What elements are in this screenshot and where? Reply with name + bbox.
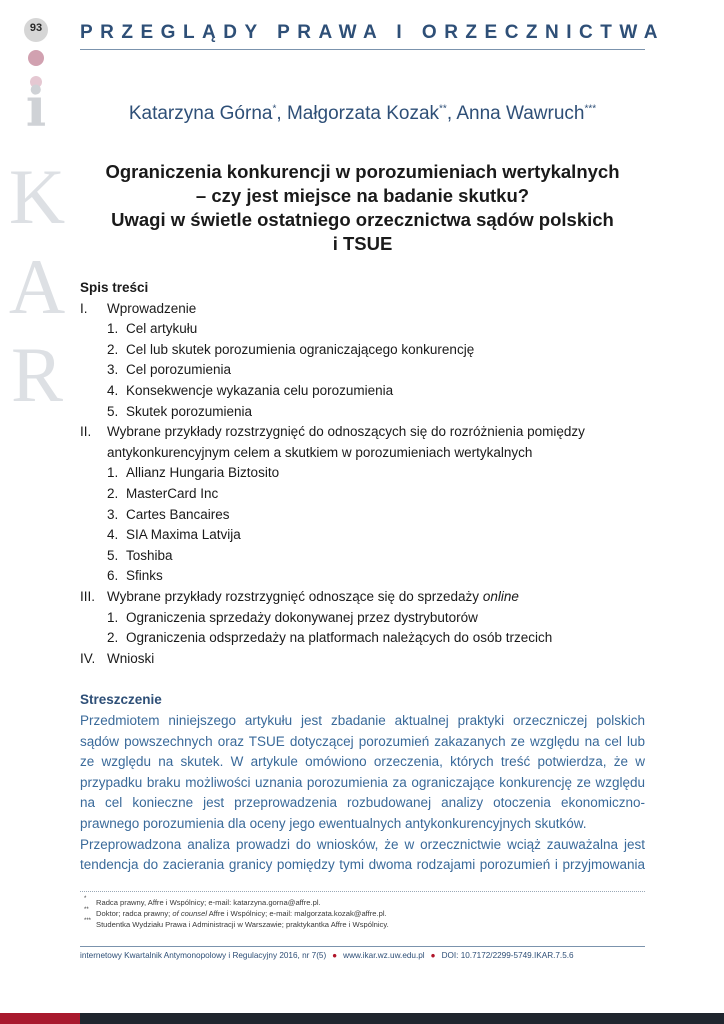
toc-item-title: Cel artykułu — [126, 321, 198, 337]
footnote-text: Affre i Wspólnicy; e-mail: malgorzata.kozak@affre.pl. — [207, 909, 387, 919]
toc-item — [80, 628, 645, 649]
abstract-paragraph-2: Przeprowadzona analiza prowadzi do wniosków, że w orzecznictwie wciąż zauważalna jest tendencja do zacierania granicy pomiędzy tymi dwoma rodzajami porozumień i przyjmowania — [80, 836, 645, 873]
toc-section-title: Wnioski — [107, 650, 155, 666]
logo-letter-i: i — [25, 75, 47, 139]
footnote-text: Radca prawny, Affre i Wspólnicy; e-mail: katarzyna.gorna@affre.pl. — [96, 898, 321, 907]
author-name: Małgorzata Kozak — [286, 103, 440, 124]
header-divider — [80, 49, 645, 50]
footer-journal: internetowy Kwartalnik Antymonopolowy i Regulacyjny 2016, nr 7(5) — [80, 951, 327, 960]
author-footnote-mark: * — [272, 103, 277, 115]
footnote-text: of counsel — [172, 909, 208, 919]
title-line-3: Uwagi w świetle ostatniego orzecznictwa sądów polskich — [111, 209, 614, 230]
footnote-mark: *** — [84, 918, 92, 925]
toc-item-number: 3. — [107, 506, 119, 522]
footer-bullet-icon: ● — [332, 951, 338, 960]
abstract-heading: Streszczenie — [80, 692, 162, 707]
toc-item-number: 2. — [107, 341, 119, 357]
toc-item-title: Toshiba — [126, 547, 173, 563]
toc-item-title: Sfinks — [126, 568, 163, 584]
toc-item-number: 4. — [107, 382, 119, 398]
article-title — [80, 160, 645, 256]
logo-letter-a: A — [8, 243, 66, 330]
toc-item — [80, 484, 645, 505]
toc-item — [80, 360, 645, 381]
footnote-text: Studentka Wydziału Prawa i Administracji w Warszawie; praktykantka Affre i Wspólnicy. — [96, 920, 389, 930]
toc-item — [80, 463, 645, 484]
toc-item-title: Cel lub skutek porozumienia ograniczającego konkurencję — [126, 341, 475, 357]
toc-section-number: I. — [80, 300, 88, 316]
toc-heading: Spis treści — [80, 280, 149, 295]
footnote-divider — [80, 891, 645, 892]
footer-doi: DOI: 10.7172/2299-5749.IKAR.7.5.6 — [441, 951, 574, 960]
toc-item — [80, 546, 645, 567]
title-line-2: – czy jest miejsce na badanie skutku? — [195, 185, 530, 206]
footer-bar-accent — [0, 1013, 80, 1024]
toc-section-title: Wybrane przykłady rozstrzygnięć do odnoszących się do rozróżnienia pomiędzy — [107, 424, 585, 440]
toc-item-title: Skutek porozumienia — [126, 403, 253, 419]
toc-item-number: 3. — [107, 362, 119, 378]
toc-item-title: Cel porozumienia — [126, 362, 232, 378]
toc-item-number: 2. — [107, 485, 119, 501]
footnote-mark: ** — [84, 907, 89, 914]
toc-section-title: Wprowadzenie — [107, 300, 197, 316]
toc-item-number: 5. — [107, 403, 119, 419]
toc-section — [80, 299, 645, 320]
toc-section — [80, 649, 645, 670]
toc-item — [80, 505, 645, 526]
title-line-4: i TSUE — [332, 233, 393, 254]
footnote — [80, 919, 645, 930]
author-footnote-mark: ** — [439, 103, 447, 115]
title-line-1: Ograniczenia konkurencji w porozumieniach wertykalnych — [105, 161, 620, 182]
decorative-dot — [28, 50, 44, 66]
toc-item — [80, 566, 645, 587]
toc-item — [80, 402, 645, 423]
toc-item — [80, 525, 645, 546]
toc-item-number: 1. — [107, 321, 119, 337]
abstract-paragraph-1: Przedmiotem niniejszego artykułu jest zbadanie aktualnej praktyki orzeczniczej polskich sądów powszechnych oraz TSUE dotyczącej porozumień zakazanych ze względu na cel lub ze względu na skutek. W artykule omówiono orzeczenia, których treść potwierdza, że w przypadku braku możliwości uznania porozumienia za ograniczające konkurencję ze względu na cel konieczne jest przeprowadzenia rozbudowanej analizy otoczenia ekonomiczno-prawnego porozumienia dla oceny jego ewentualnych antykonkurencyjnych skutków. — [80, 713, 645, 831]
logo-letter-r: R — [10, 331, 64, 418]
footnote-text: Doktor; radca prawny; — [96, 909, 173, 919]
footer-url[interactable]: www.ikar.wz.uw.edu.pl — [343, 951, 425, 960]
author-footnote-mark: *** — [584, 103, 597, 115]
page-number: 93 — [29, 22, 43, 34]
toc-item — [80, 319, 645, 340]
abstract-body — [80, 711, 645, 876]
footnote — [80, 897, 645, 908]
page-footer — [80, 951, 645, 960]
author-name: Anna Wawruch — [456, 103, 585, 124]
toc-item-title: Ograniczenia sprzedaży dokonywanej przez dystrybutorów — [126, 609, 478, 625]
footer-bullet-icon: ● — [430, 951, 436, 960]
footer-divider — [80, 946, 645, 947]
toc-item-title: Allianz Hungaria Biztosito — [126, 465, 280, 481]
author-name: Katarzyna Górna — [128, 103, 273, 124]
toc-item-title: MasterCard Inc — [126, 485, 219, 501]
toc-item-number: 1. — [107, 465, 119, 481]
toc-item-number: 2. — [107, 630, 119, 646]
table-of-contents — [80, 278, 645, 669]
footnote — [80, 908, 645, 919]
toc-item — [80, 340, 645, 361]
toc-section-number: II. — [80, 424, 92, 440]
toc-item-number: 4. — [107, 527, 119, 543]
footer-bar — [80, 1013, 724, 1024]
toc-item-number: 1. — [107, 609, 119, 625]
toc-section-title-cont: antykonkurencyjnym celem a skutkiem w porozumieniach wertykalnych — [107, 444, 533, 460]
toc-section-title-italic: online — [482, 588, 519, 604]
toc-item-title: Cartes Bancaires — [126, 506, 230, 522]
toc-item-number: 5. — [107, 547, 119, 563]
footnotes — [80, 897, 645, 931]
authors-line — [80, 103, 645, 125]
logo-letter-k: K — [8, 153, 66, 240]
footnote-mark: * — [84, 896, 87, 902]
toc-item-title: SIA Maxima Latvija — [126, 527, 241, 543]
toc-item-title: Konsekwencje wykazania celu porozumienia — [126, 382, 394, 398]
section-header: PRZEGLĄDY PRAWA I ORZECZNICTWA — [80, 22, 665, 43]
toc-item-number: 6. — [107, 568, 119, 584]
author-separator: , — [446, 103, 457, 124]
toc-item — [80, 608, 645, 629]
toc-section-number: III. — [80, 588, 96, 604]
toc-section-title: Wybrane przykłady rozstrzygnięć odnoszące się do sprzedaży — [107, 588, 483, 604]
toc-item — [80, 381, 645, 402]
author-separator: , — [276, 103, 287, 124]
toc-section — [80, 587, 645, 608]
toc-section — [80, 422, 645, 443]
toc-section-number: IV. — [80, 650, 96, 666]
toc-item-title: Ograniczenia odsprzedaży na platformach należących do osób trzecich — [126, 630, 553, 646]
